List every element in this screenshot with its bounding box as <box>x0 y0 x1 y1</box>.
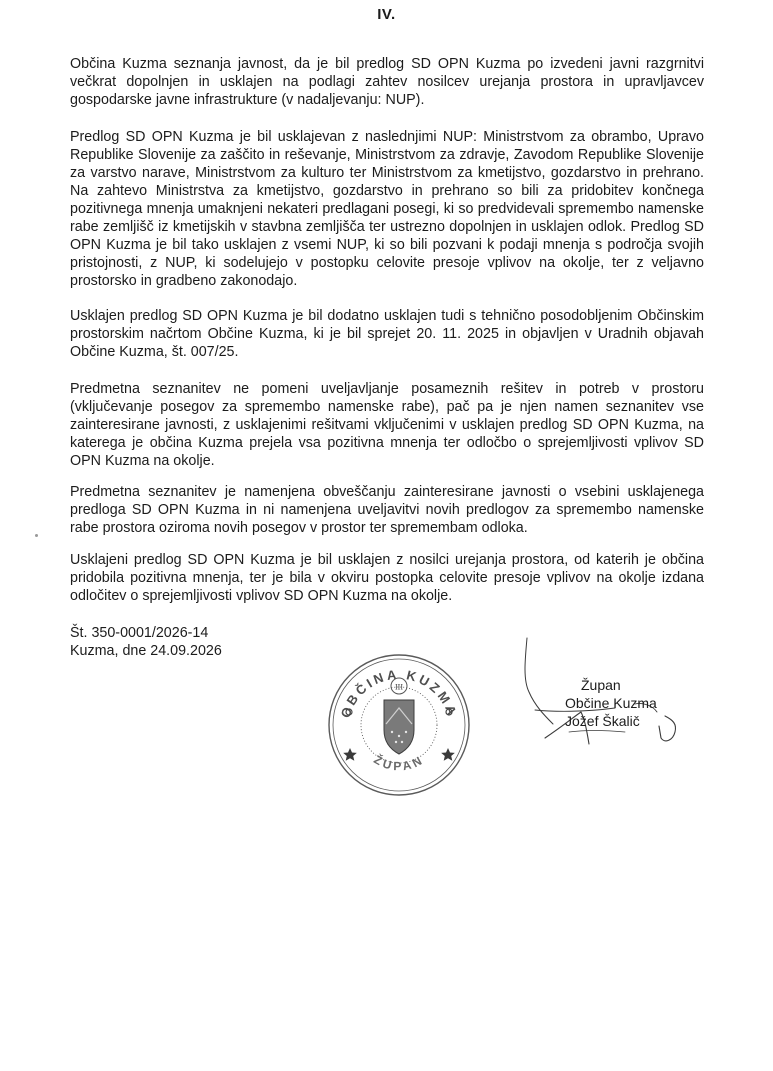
page-heading: IV. <box>377 6 396 23</box>
signatory-title: Župan <box>581 677 621 693</box>
official-stamp <box>326 652 472 798</box>
paragraph-3: Usklajen predlog SD OPN Kuzma je bil dodatno usklajen tudi s tehnično posodobljenim Občinskim prostorskim načrtom Občine Kuzma, ki je bil sprejet 20. 11. 2025 in objavljen v Uradnih objavah Občine Kuzma, št. 007/25. <box>70 308 704 360</box>
signature-block <box>565 676 657 730</box>
stamp-numeral: III <box>395 682 403 692</box>
place-date: Kuzma, dne 24.09.2026 <box>70 643 222 659</box>
paragraph-2: Predlog SD OPN Kuzma je bil usklajevan z naslednjimi NUP: Ministrstvom za obrambo, Upravo Republike Slovenije za zaščito in reševanje, Ministrstvom za zdravje, Zavodom Republike Slovenije za varstvo narave, Ministrstvom za kulturo ter Ministrstvom za kmetijstvo, gozdarstvo in prehrano. Na zahtevo Ministrstva za kmetijstvo, gozdarstvo in prehrano so bili za pridobitev končnega pozitivnega mnenja umaknjeni nekateri predlagani posegi, ki so predvidevali spremembo namenske rabe zemljišč iz kmetijskih v stavbna zemljišča ter ustrezno dopolnjen in usklajen odlok. Predlog SD OPN Kuzma je bil tako usklajen z vsemi NUP, ki so bili pozvani k podaji mnenja s področja svojih pristojnosti, z NUP, ki sodelujejo v postopku celovite presoje vplivov na okolje, ter z veljavno prostorsko in gradbeno zakonodajo. <box>70 129 704 289</box>
paragraph-4: Predmetna seznanitev ne pomeni uveljavljanje posameznih rešitev in potreb v prostoru (vključevanje posegov za spremembo namenske rabe), pač pa je njen namen seznanitev vse zainteresirane javnosti, z usklajenimi rešitvami vključenimi v usklajen predlog SD OPN Kuzma, na katerega je občina Kuzma prejela vsa pozitivna mnenja ter odločbo o sprejemljivosti vplivov SD OPN Kuzma na okolje. <box>70 381 704 469</box>
stamp-text-top: OBČINA KUZMA <box>337 666 461 720</box>
paragraph-1: Občina Kuzma seznanja javnost, da je bil predlog SD OPN Kuzma po izvedeni javni razgrnitvi večkrat dopolnjen in usklajen na podlagi zahtev nosilcev urejanja prostora in upravljavcev gospodarske javne infrastrukture (v nadaljevanju: NUP). <box>70 56 704 108</box>
paragraph-6: Usklajeni predlog SD OPN Kuzma je bil usklajen z nosilci urejanja prostora, od katerih je občina pridobila pozitivna mnenja, ter je bila v okviru postopka celovite presoje vplivov na okolje izdana odločitev o sprejemljivosti vplivov SD OPN Kuzma na okolje. <box>70 552 704 604</box>
signatory-office: Občine Kuzma <box>565 695 657 711</box>
signatory-name: Jožef Škalič <box>565 713 640 729</box>
reference-number: Št. 350-0001/2026-14 <box>70 625 209 641</box>
svg-text:ŽUPAN <box>371 751 426 773</box>
paragraph-5: Predmetna seznanitev je namenjena obveščanju zainteresirane javnosti o vsebini usklajenega predloga SD OPN Kuzma in ni namenjena uveljavitvi novih predlogov za spremembo namenske rabe prostora oziroma novih posegov v prostor ter spremembam odloka. <box>70 484 704 536</box>
stamp-text-bottom: ŽUPAN <box>371 752 427 774</box>
scan-speck <box>35 534 38 537</box>
